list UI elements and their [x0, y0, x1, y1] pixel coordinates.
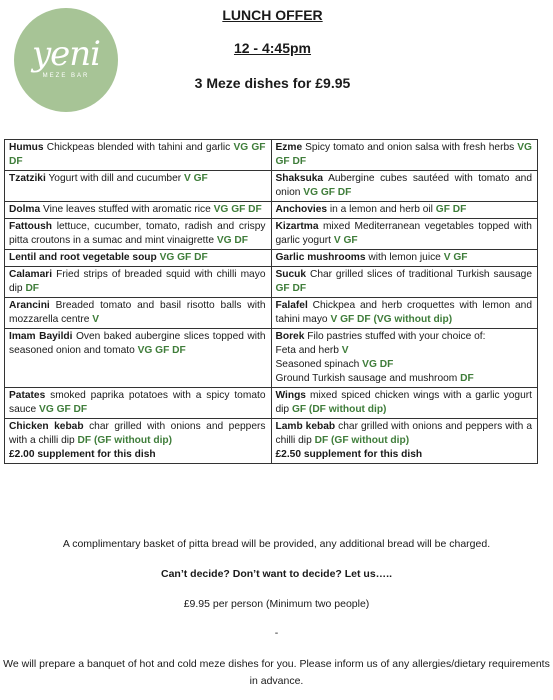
dietary-tags: DF (GF without dip) [77, 435, 173, 446]
dietary-tags: V [341, 345, 349, 356]
dietary-tags: V GF [184, 173, 208, 184]
dish-name: Wings [275, 390, 306, 401]
logo-wordmark: yeni [31, 34, 101, 74]
dietary-tags: VG GF DF [39, 404, 88, 415]
dish-description: Yogurt with dill and cucumber [48, 173, 182, 184]
dish-description: char grilled with onions and peppers with a chilli dip [275, 421, 532, 446]
dish-name: Dolma [9, 204, 41, 215]
menu-row [5, 267, 538, 298]
dietary-tags: VG DF [216, 235, 248, 246]
menu-item [5, 388, 272, 419]
dish-name: Chicken kebab [9, 421, 84, 432]
dish-name: Anchovies [275, 204, 328, 215]
menu-item [5, 419, 272, 464]
filling-option [276, 372, 533, 386]
dish-description: Chickpeas blended with tahini and garlic [46, 142, 231, 153]
menu-item [271, 298, 538, 329]
menu-item [5, 329, 272, 388]
dish-name: Falafel [275, 300, 308, 311]
bread-note: A complimentary basket of pitta bread will be provided, any additional bread will be charged. [62, 538, 491, 550]
menu-item [271, 267, 538, 298]
menu-item [5, 298, 272, 329]
menu-row [5, 140, 538, 171]
menu-row [5, 171, 538, 202]
offer-price: 3 Meze dishes for £9.95 [194, 75, 351, 91]
dish-name: Garlic mushrooms [275, 252, 366, 263]
dish-description: in a lemon and herb oil [329, 204, 433, 215]
dietary-tags: VG GF DF [303, 187, 352, 198]
menu-row [5, 388, 538, 419]
dish-description: Oven baked aubergine slices topped with seasoned onion and tomato [9, 331, 266, 356]
dietary-tags: V GF [333, 235, 358, 246]
dietary-tags: DF [25, 283, 40, 294]
menu-item [271, 171, 538, 202]
dish-name: Fattoush [9, 221, 53, 232]
dish-description: lettuce, cucumber, tomato, radish and crispy pitta croutons in a sumac and mint vinaigrette [9, 221, 266, 246]
dish-name: Lentil and root vegetable soup [9, 252, 157, 263]
dish-description: Fried strips of breaded squid with chilli mayo dip [9, 269, 266, 294]
menu-item [271, 140, 538, 171]
cant-decide-heading: Can’t decide? Don’t want to decide? Let us….. [160, 568, 392, 580]
menu-item [271, 419, 538, 464]
menu-item [5, 140, 272, 171]
filling-text: Seasoned spinach [275, 359, 360, 370]
dish-description: mixed Mediterranean vegetables topped with garlic yogurt [275, 221, 532, 246]
supplement-note: £2.50 supplement for this dish [275, 449, 423, 460]
dish-name: Calamari [9, 269, 53, 280]
dish-description: Filo pastries stuffed with your choice of: [307, 331, 486, 342]
dish-name: Humus [9, 142, 44, 153]
menu-row [5, 329, 538, 388]
dietary-tags: V GF [443, 252, 468, 263]
dish-description: Aubergine cubes sautéed with tomato and onion [275, 173, 532, 198]
filling-text: Ground Turkish sausage and mushroom [275, 373, 458, 384]
dish-name: Arancini [9, 300, 50, 311]
dish-name: Patates [9, 390, 46, 401]
dish-name: Borek [275, 331, 305, 342]
dietary-tags: VG GF DF [159, 252, 208, 263]
menu-item [271, 329, 538, 388]
dish-description: Char grilled slices of traditional Turkish sausage [309, 269, 532, 280]
menu-item [271, 250, 538, 267]
banquet-price: £9.95 per person (Minimum two people) [183, 598, 370, 610]
yeni-logo [14, 8, 118, 112]
menu-item [5, 171, 272, 202]
menu-item [271, 388, 538, 419]
dietary-tags: VG GF DF [9, 142, 266, 167]
dish-description: char grilled with onions and peppers with a chilli dip [9, 421, 266, 446]
offer-title: LUNCH OFFER [222, 7, 323, 23]
menu-item [5, 267, 272, 298]
menu-item [271, 219, 538, 250]
filling-text: Feta and herb [275, 345, 339, 356]
menu-item [5, 219, 272, 250]
filling-option [276, 358, 533, 372]
dish-name: Kizartma [275, 221, 319, 232]
dish-name: Tzatziki [9, 173, 46, 184]
menu-table [4, 139, 538, 464]
dish-name: Shaksuka [275, 173, 324, 184]
menu-item [5, 202, 272, 219]
dish-name: Ezme [275, 142, 303, 153]
dietary-tags: VG GF DF [213, 204, 262, 215]
dish-name: Lamb kebab [275, 421, 336, 432]
menu-row [5, 250, 538, 267]
dish-description: Spicy tomato and onion salsa with fresh herbs [305, 142, 515, 153]
dish-description: Vine leaves stuffed with aromatic rice [42, 204, 211, 215]
dish-description: smoked paprika potatoes with a spicy tomato sauce [9, 390, 266, 415]
dietary-tags: V GF DF (VG without dip) [330, 314, 453, 325]
dietary-tags: GF (DF without dip) [291, 404, 387, 415]
dietary-tags: VG DF [362, 359, 394, 370]
dietary-tags: VG GF DF [137, 345, 186, 356]
filling-option [276, 344, 533, 358]
dietary-tags: V [92, 314, 100, 325]
menu-item [5, 250, 272, 267]
dietary-tags: GF DF [435, 204, 467, 215]
dietary-tags: DF (GF without dip) [314, 435, 410, 446]
separator: - [274, 627, 279, 639]
menu-item [271, 202, 538, 219]
dish-description: mixed spiced chicken wings with a garlic yogurt dip [275, 390, 532, 415]
dish-description: Chickpea and herb croquettes with lemon and tahini mayo [275, 300, 532, 325]
dietary-tags: VG GF DF [275, 142, 532, 167]
menu-body [5, 140, 538, 464]
banquet-note: We will prepare a banquet of hot and cold meze dishes for you. Please inform us of any allergies/dietary requirements in advance. [3, 658, 550, 687]
menu-row [5, 419, 538, 464]
offer-time: 12 - 4:45pm [233, 40, 312, 56]
menu-row [5, 298, 538, 329]
supplement-note: £2.00 supplement for this dish [9, 449, 156, 460]
dish-description: with lemon juice [368, 252, 441, 263]
logo-tagline: MEZE BAR [42, 73, 90, 79]
dietary-tags: DF [460, 373, 474, 384]
dish-description: Breaded tomato and basil risotto balls with mozzarella centre [9, 300, 266, 325]
dish-name: Sucuk [275, 269, 307, 280]
dish-name: Imam Bayildi [9, 331, 73, 342]
menu-row [5, 219, 538, 250]
menu-row [5, 202, 538, 219]
dietary-tags: GF DF [275, 283, 307, 294]
